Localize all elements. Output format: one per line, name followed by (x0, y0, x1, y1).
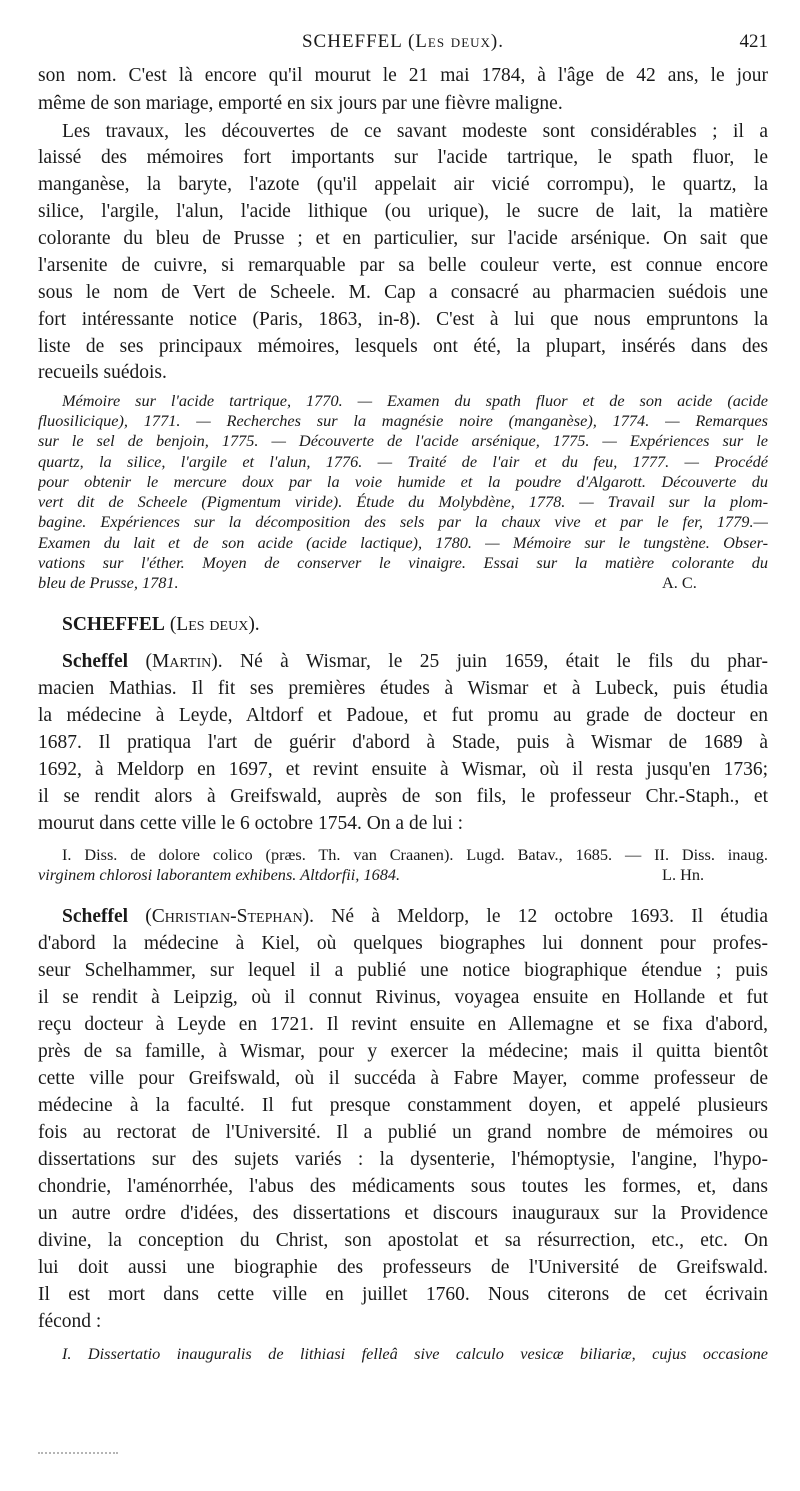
works-line: Examen du lait et de son acide (acide lactique), 1780. — Mémoire sur le tungstène. Obser- (38, 533, 768, 552)
entry-line: il se rendit à Leipzig, où il connut Rivinus, voyagea ensuite en Hollande et fut (38, 987, 768, 1008)
intro-line: sous le nom de Vert de Scheele. M. Cap a consacré au pharmacien suédois une (38, 282, 768, 303)
entry-line: d'abord la médecine à Kiel, où quelques biographes lui donnent pour profes- (38, 933, 768, 954)
intro-line: l'arsenite de cuivre, si remarquable par sa belle couleur verte, est connue encore (38, 255, 768, 276)
intro-line: Les travaux, les découvertes de ce savant modeste sont considérables ; il a (62, 121, 768, 142)
intro-line: laissé des mémoires fort importants sur l'acide tartrique, le spath fluor, le (38, 147, 768, 168)
works-line: Mémoire sur l'acide tartrique, 1770. — Examen du spath fluor et de son acide (acide (62, 391, 768, 410)
entry-line: chondrie, l'aménorrhée, l'abus des médicaments sous toutes les formes, et, dans (38, 1176, 768, 1197)
intro-line: manganèse, la baryte, l'azote (qu'il appelait air vicié corrompu), le quartz, la (38, 174, 768, 195)
running-head-title (38, 30, 768, 54)
entry-first-line-text: Né à Meldorp, le 12 octobre 1693. Il étudia (331, 906, 768, 927)
bibliography-line: virginem chlorosi laborantem exhibens. Altdorfii, 1684. (38, 865, 401, 884)
entry-line: médecine à la faculté. Il fut presque constamment doyen, et appelé plusieurs (38, 1095, 768, 1116)
entry-line: lui doit aussi une biographie des professeurs de l'Université de Greifswald. (38, 1257, 768, 1278)
entry-line: mourut dans cette ville le 6 octobre 1754. On a de lui : (38, 813, 464, 834)
entry-line: Il est mort dans cette ville en juillet 1760. Nous citerons de cet écrivain (38, 1284, 768, 1305)
entry-line: 1687. Il pratiqua l'art de guérir d'abord à Stade, puis à Wismar de 1689 à (38, 732, 768, 753)
author-signature: A. C. (662, 573, 697, 592)
entry-name: Scheffel (62, 651, 129, 672)
entry-first-line (62, 650, 768, 674)
intro-line: silice, l'argile, l'alun, l'acide lithique (ou urique), le sucre de lait, la matière (38, 201, 768, 222)
entry-line: la médecine à Leyde, Altdorf et Padoue, et fut promu au grade de docteur en (38, 705, 768, 726)
entry-first-name: (Christian-Stephan). (145, 906, 315, 927)
works-line: pour obtenir le mercure doux par la voie humide et la poudre d'Algarott. Découverte du (38, 472, 768, 491)
running-head-paren: (Les deux). (407, 31, 504, 52)
bibliography-line: I. Dissertatio inauguralis de lithiasi felleâ sive calculo vesicæ biliariæ, cujus occasione (62, 1344, 768, 1363)
works-line: bleu de Prusse, 1781. (38, 573, 179, 592)
bibliography-line: I. Diss. de dolore colico (præs. Th. van Craanen). Lugd. Batav., 1685. — II. Diss. inaug. (62, 845, 768, 864)
entry-line: macien Mathias. Il fit ses premières études à Wismar et à Lubeck, puis étudia (38, 678, 768, 699)
intro-line: fort intéressante notice (Paris, 1863, in-8). C'est à lui que nous empruntons la (38, 309, 768, 330)
entry-line: près de sa famille, à Wismar, pour y exercer la médecine; mais il quitta bientôt (38, 1041, 768, 1062)
intro-line: recueils suédois. (38, 362, 167, 383)
intro-line: liste de ses principaux mémoires, lesquels ont été, la plupart, insérés dans des (38, 336, 768, 357)
entry-line: un autre ordre d'idées, des dissertations et discours inauguraux sur la Providence (38, 1203, 768, 1224)
running-head-surname: SCHEFFEL (301, 31, 403, 52)
entry-line: dissertations sur des sujets variés : la dysenterie, l'hémoptysie, l'angine, l'hypo- (38, 1149, 768, 1170)
entry-line: divine, la conception du Christ, son apostolat et sa résurrection, etc., etc. On (38, 1230, 768, 1251)
entry-first-name: (Martin). (145, 651, 223, 672)
entry-line: 1692, à Meldorp en 1697, et revint ensuite à Wismar, où il resta jusqu'en 1736; (38, 759, 768, 780)
section-heading (62, 613, 260, 637)
section-heading-surname: SCHEFFEL (62, 614, 165, 635)
entry-line: il se rendit alors à Greifswald, auprès de son fils, le professeur Chr.-Staph., et (38, 786, 768, 807)
intro-line: colorante du bleu de Prusse ; et en particulier, sur l'acide arsénique. On sait que (38, 228, 768, 249)
section-heading-paren: (Les deux). (169, 614, 260, 635)
works-line: fluosilicique), 1771. — Recherches sur la magnésie noire (manganèse), 1774. — Remarques (38, 411, 768, 430)
works-line: quartz, la silice, l'argile et l'alun, 1776. — Traité de l'air et du feu, 1777. — Procédé (38, 452, 768, 471)
page-smudge (38, 1452, 118, 1456)
works-line: vert dit de Scheele (Pigmentum viride). Étude du Molybdène, 1778. — Travail sur la plom- (38, 492, 768, 511)
author-signature: L. Hn. (662, 865, 705, 884)
intro-line: même de son mariage, emporté en six jours par une fièvre maligne. (38, 93, 563, 114)
works-line: bagine. Expériences sur la décomposition des sels par la chaux vive et par le fer, 1779.— (38, 512, 768, 531)
page-number: 421 (739, 31, 768, 52)
entry-line: reçu docteur à Leyde en 1721. Il revint ensuite en Allemagne et se fixa d'abord, (38, 1014, 768, 1035)
entry-line: fécond : (38, 1311, 102, 1332)
entry-line: seur Schelhammer, sur lequel il a publié une notice biographique étendue ; puis (38, 960, 768, 981)
intro-line: son nom. C'est là encore qu'il mourut le 21 mai 1784, à l'âge de 42 ans, le jour (38, 65, 768, 86)
works-line: vations sur l'éther. Moyen de conserver le vinaigre. Essai sur la matière colorante du (38, 553, 768, 572)
entry-first-line (62, 905, 768, 929)
entry-first-line-text: Né à Wismar, le 25 juin 1659, était le fils du phar- (240, 651, 768, 672)
works-line: sur le sel de benjoin, 1775. — Découverte de l'acide arsénique, 1775. — Expériences sur le (38, 431, 768, 450)
entry-line: cette ville pour Greifswald, où il succéda à Fabre Mayer, comme professeur de (38, 1068, 768, 1089)
entry-line: fois au rectorat de l'Université. Il a publié un grand nombre de mémoires ou (38, 1122, 768, 1143)
entry-name: Scheffel (62, 906, 129, 927)
